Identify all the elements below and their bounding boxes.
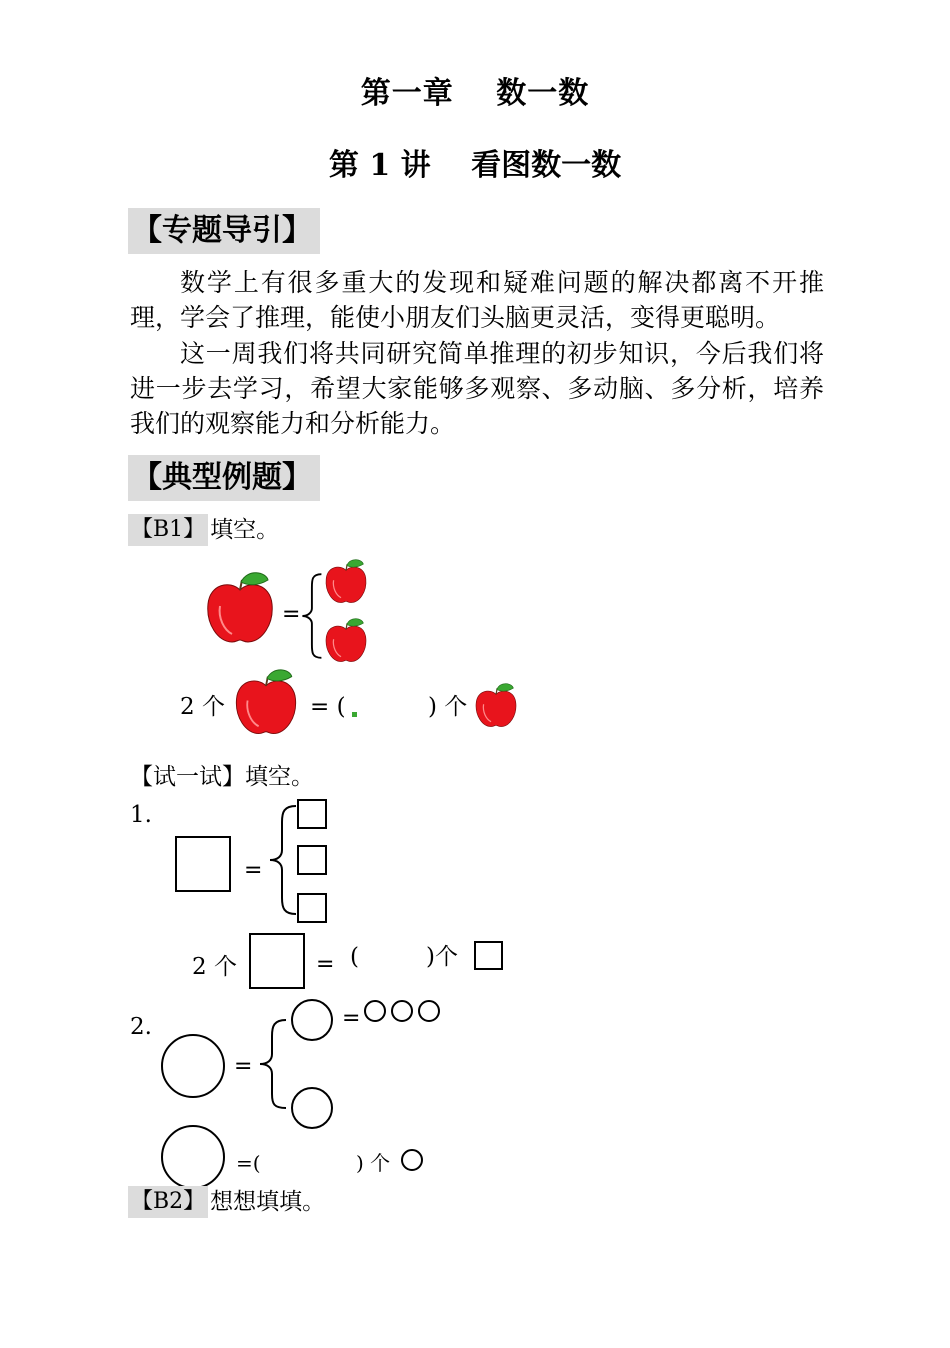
lesson-title: 第 1 讲 看图数一数 <box>328 148 622 183</box>
circle-shape <box>419 1001 439 1021</box>
b2-tag: 【B2】 <box>128 1186 208 1218</box>
b2-instruction: 想想填填。 <box>210 1189 326 1215</box>
b1-instruction: 填空。 <box>210 517 280 543</box>
q1-number: 1. <box>130 802 152 828</box>
circle-shape <box>402 1150 422 1170</box>
b1-equals: = <box>282 602 301 627</box>
circle-shape <box>365 1001 385 1021</box>
q2-blank-close: ) 个 <box>356 1151 391 1175</box>
circle-shape <box>162 1035 224 1097</box>
b2-header <box>128 1186 325 1218</box>
circle-shape <box>292 1000 332 1040</box>
try-heading: 【试一试】填空。 <box>130 764 314 790</box>
q1-blank-close: )个 <box>426 944 458 970</box>
circle-shape <box>392 1001 412 1021</box>
chapter-title: 第一章 数一数 <box>360 76 590 111</box>
q2-equals: = <box>234 1054 253 1079</box>
circle-shape <box>162 1126 224 1188</box>
q2-number: 2. <box>130 1014 152 1040</box>
b1-count-label: 2 个 <box>180 694 225 720</box>
q1-equals-2: = <box>316 952 335 977</box>
b1-tag: 【B1】 <box>128 514 208 546</box>
q2-blank-open: =( <box>236 1151 261 1175</box>
intro-paragraph-1: 数学上有很多重大的发现和疑难问题的解决都离不开推理，学会了推理，能使小朋友们头脑更灵活，变得更聪明。 <box>130 268 824 332</box>
q2-equals-small: = <box>342 1006 361 1031</box>
intro-heading: 【专题导引】 <box>128 208 320 254</box>
examples-heading: 【典型例题】 <box>128 455 320 501</box>
circle-shape <box>292 1088 332 1128</box>
q1-count-label: 2 个 <box>192 954 237 980</box>
b1-blank-close: ) 个 <box>428 694 468 720</box>
intro-paragraph-2: 这一周我们将共同研究简单推理的初步知识，今后我们将进一步去学习，希望大家能够多观察、多动脑、多分析，培养我们的观察能力和分析能力。 <box>130 339 824 438</box>
b1-blank-open: = ( <box>310 694 346 720</box>
q1-blank-open: ( <box>350 944 359 970</box>
q1-equals: = <box>244 858 263 883</box>
